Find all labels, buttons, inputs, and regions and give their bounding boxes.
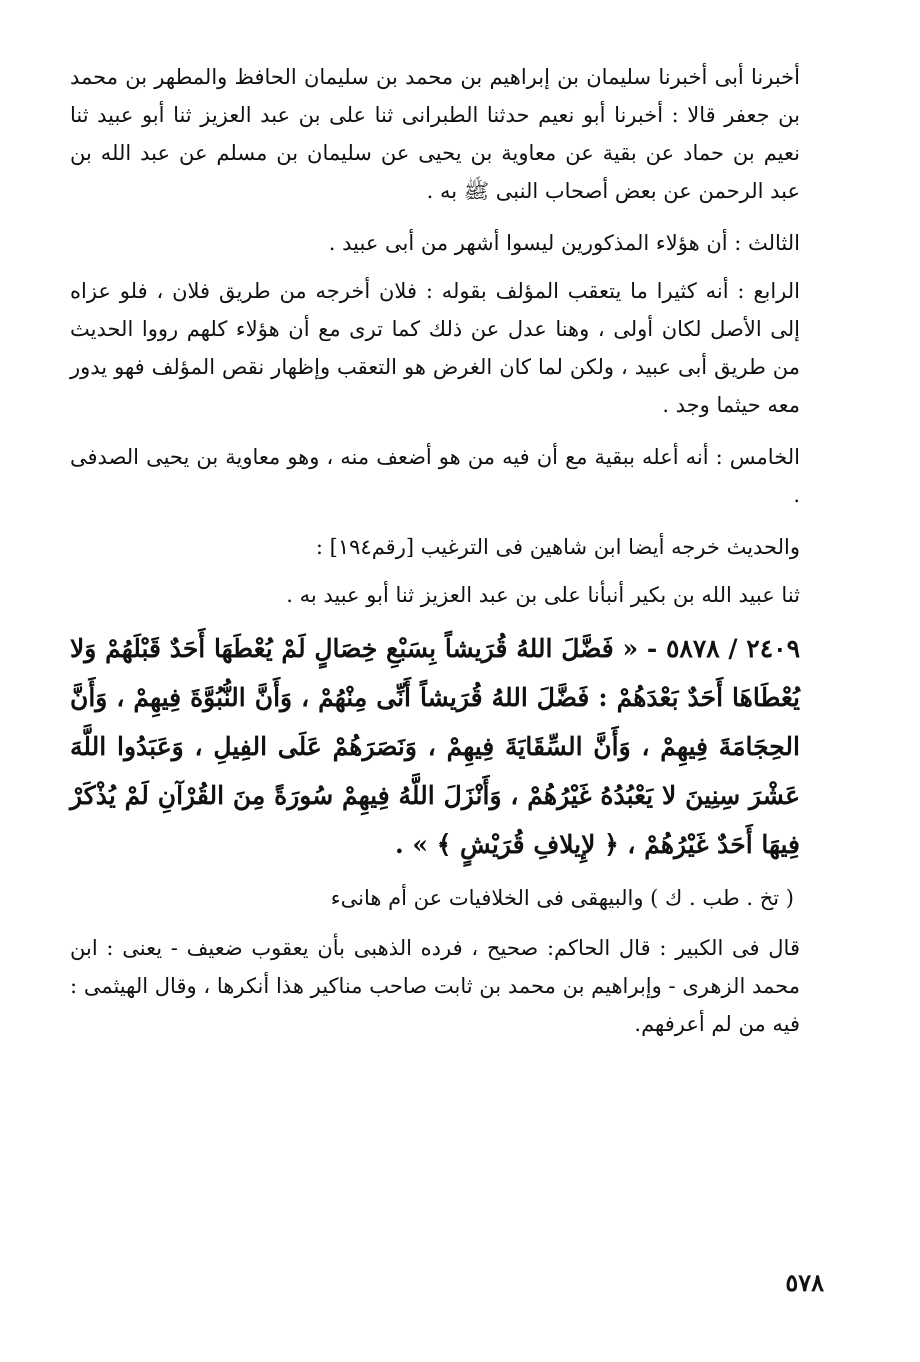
chain-paragraph: ثنا عبيد الله بن بكير أنبأنا على بن عبد العزيز ثنا أبو عبيد به .	[286, 583, 800, 607]
isnad-paragraph: أخبرنا أبى أخبرنا سليمان بن إبراهيم بن محمد بن سليمان الحافظ والمطهر بن محمد بن جعفر قالا : أخبرنا أبو نعيم حدثنا الطبرانى ثنا على بن عبد العزيز ثنا أبو عبيد ثنا نعيم بن حماد عن بقية عن معاوية بن يحيى عن سليمان بن مسلم عن عبد الله بن عبد الرحمن عن بعض أصحاب النبى ﷺ به .	[70, 65, 801, 203]
ibn-shahin-paragraph: والحديث خرجه أيضا ابن شاهين فى الترغيب [رقم١٩٤] :	[315, 535, 800, 559]
page-number: ٥٧٨	[785, 1268, 824, 1297]
fifth-point-paragraph: الخامس : أنه أعله ببقية مع أن فيه من هو أضعف منه ، وهو معاوية بن يحيى الصدفى .	[70, 445, 800, 507]
hadith-source: ( تخ . طب . ك ) والبيهقى فى الخلافيات عن أم هانىء	[330, 886, 794, 910]
fourth-point-paragraph: الرابع : أنه كثيرا ما يتعقب المؤلف بقوله : فلان أخرجه من طريق فلان ، فلو عزاه إلى الأصل لكان أولى ، وهنا عدل عن ذلك كما ترى مع أن هؤلاء كلهم رووا الحديث من طريق أبى عبيد ، ولكن لما كان الغرض هو التعقب وإظهار نقص المؤلف فهو يدور معه حيثما وجد .	[70, 279, 800, 417]
commentary-paragraph: قال فى الكبير : قال الحاكم: صحيح ، فرده الذهبى بأن يعقوب ضعيف - يعنى : ابن محمد الزهرى - وإبراهيم بن محمد بن ثابت صاحب مناكير هذا أنكرها ، وقال الهيثمى : فيه من لم أعرفهم.	[70, 936, 800, 1036]
hadith-text: ٢٤٠٩ / ٥٨٧٨ - « فَضَّلَ اللهُ قُرَيشاً بِسَبْعِ خِصَالٍ لَمْ يُعْطَهَا أَحَدٌ قَبْلَهُمْ وَلا يُعْطَاهَا أَحَدٌ بَعْدَهُمْ : فَضَّلَ اللهُ قُرَيشاً أَنِّى مِنْهُمْ ، وَأَنَّ النُّبُوَّةَ فِيهِمْ ، وَأَنَّ الحِجَامَةَ فِيهِمْ ، وَأَنَّ السِّقَايَةَ فِيهِمْ ، وَنَصَرَهُمْ عَلَى الفِيلِ ، وَعَبَدُوا اللَّهَ عَشْرَ سِنِينَ لا يَعْبُدُهُ غَيْرُهُمْ ، وَأَنْزَلَ اللَّهُ فِيهِمْ سُورَةً مِنَ القُرْآنِ لَمْ يُذْكَرْ فِيهَا أَحَدٌ غَيْرُهُمْ ، ﴿ لإِيلافِ قُرَيْشٍ ﴾ » .	[70, 634, 801, 859]
document-page	[70, 58, 800, 1057]
third-point-paragraph: الثالث : أن هؤلاء المذكورين ليسوا أشهر من أبى عبيد .	[328, 231, 800, 255]
